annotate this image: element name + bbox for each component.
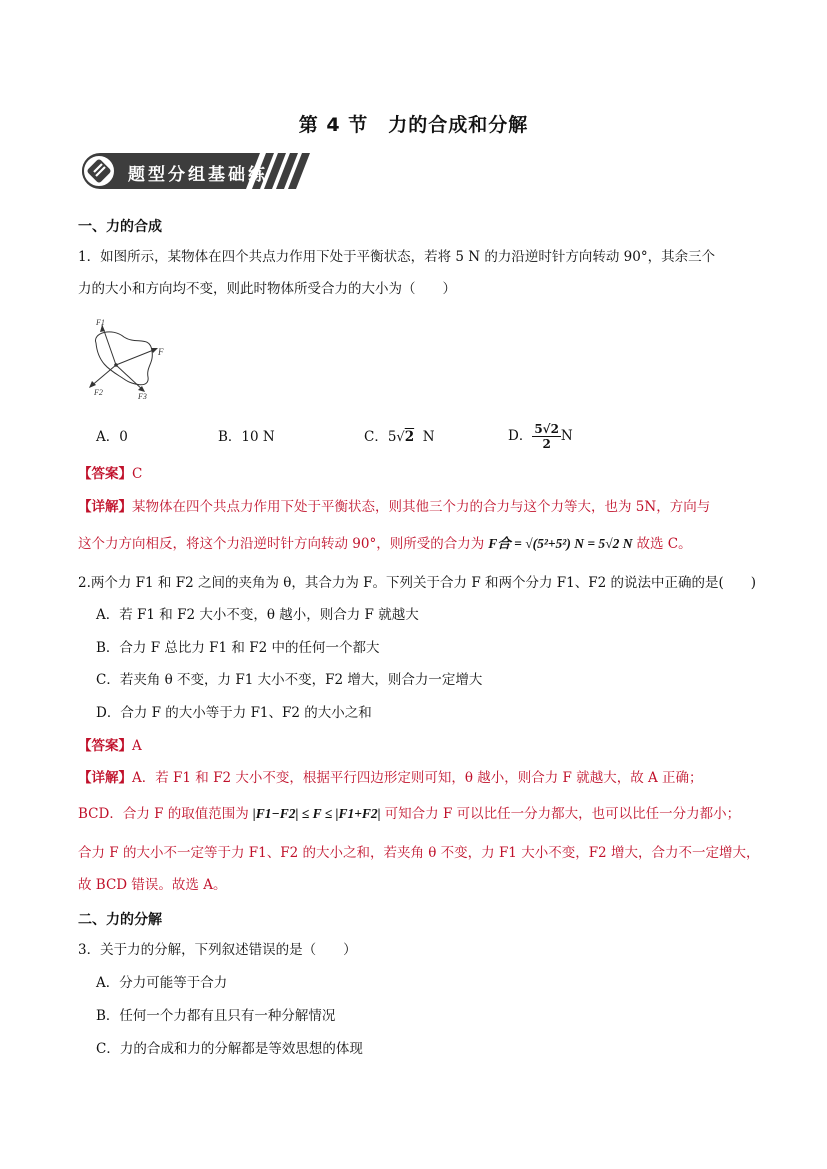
q2-detail-line3: 合力 F 的大小不一定等于力 F1、F2 的大小之和，若夹角 θ 不变，力 F1 大小不变，F2 增大，合力不一定增大， xyxy=(78,845,760,861)
label-f1: F1 xyxy=(96,318,105,327)
q1-option-b: B．10 N xyxy=(218,429,275,445)
q2-detail-line2: BCD．合力 F 的取值范围为 |F1−F2| ≤ F ≤ |F1+F2| 可知合力 F 可以比任一分力都大，也可以比任一分力都小； xyxy=(78,806,741,822)
q1-stem-line2: 力的大小和方向均不变，则此时物体所受合力的大小为（ ） xyxy=(78,281,456,297)
q1-option-a: A．0 xyxy=(96,429,128,445)
q1-detail-line1: 【详解】某物体在四个共点力作用下处于平衡状态，则其他三个力的合力与这个力等大，也为 5N，方向与 xyxy=(78,499,711,515)
q3-stem: 3．关于力的分解，下列叙述错误的是（ ） xyxy=(78,942,357,958)
q2-answer: 【答案】A xyxy=(78,738,142,754)
q1-answer: 【答案】C xyxy=(78,466,143,482)
q2-detail-line1: 【详解】A．若 F1 和 F2 大小不变，根据平行四边形定则可知，θ 越小，则合力 F 就越大，故 A 正确； xyxy=(78,770,703,786)
page-title: 第 4 节 力的合成和分解 xyxy=(298,114,529,136)
q3-option-c: C．力的合成和力的分解都是等效思想的体现 xyxy=(96,1041,363,1057)
section-heading-decomposition: 二、力的分解 xyxy=(78,912,162,928)
q3-option-b: B．任何一个力都有且只有一种分解情况 xyxy=(96,1008,336,1024)
q1-detail-line2: 这个力方向相反，将这个力沿逆时针方向转动 90°，则所受的合力为 F合 = √(5²+5²) N = 5√2 N 故选 C。 xyxy=(78,536,692,552)
q2-option-d: D．合力 F 的大小等于力 F1、F2 的大小之和 xyxy=(96,705,372,721)
label-f: F xyxy=(158,347,164,357)
q2-option-b: B．合力 F 总比力 F1 和 F2 中的任何一个都大 xyxy=(96,640,380,656)
force-diagram-svg xyxy=(84,315,184,405)
q2-range-formula: |F1−F2| ≤ F ≤ |F1+F2| xyxy=(252,806,381,821)
label-f2: F2 xyxy=(94,388,103,397)
q3-option-a: A．分力可能等于合力 xyxy=(96,975,228,991)
q1-resultant-formula: F合 = √(5²+5²) N = 5√2 N xyxy=(488,536,633,551)
q1-stem-line1: 1．如图所示，某物体在四个共点力作用下处于平衡状态，若将 5 N 的力沿逆时针方向转动 90°，其余三个 xyxy=(78,249,716,265)
q1-force-diagram xyxy=(84,315,184,405)
label-f3: F3 xyxy=(138,392,147,401)
section-banner xyxy=(78,150,310,192)
q2-option-c: C．若夹角 θ 不变，力 F1 大小不变，F2 增大，则合力一定增大 xyxy=(96,672,483,688)
q1-option-d: D． $\frac{5√2}{2}$ N xyxy=(508,422,573,451)
q2-detail-line4: 故 BCD 错误。故选 A。 xyxy=(78,877,227,893)
banner-text: 题型分组基础练 xyxy=(128,165,268,185)
q1-option-c: C．5√2 N xyxy=(364,429,435,445)
q2-option-a: A．若 F1 和 F2 大小不变，θ 越小，则合力 F 就越大 xyxy=(96,607,419,623)
section-heading-composition: 一、力的合成 xyxy=(78,219,162,235)
q2-stem: 2.两个力 F1 和 F2 之间的夹角为 θ，其合力为 F。下列关于合力 F 和两个分力 F1、F2 的说法中正确的是( ) xyxy=(78,575,757,591)
